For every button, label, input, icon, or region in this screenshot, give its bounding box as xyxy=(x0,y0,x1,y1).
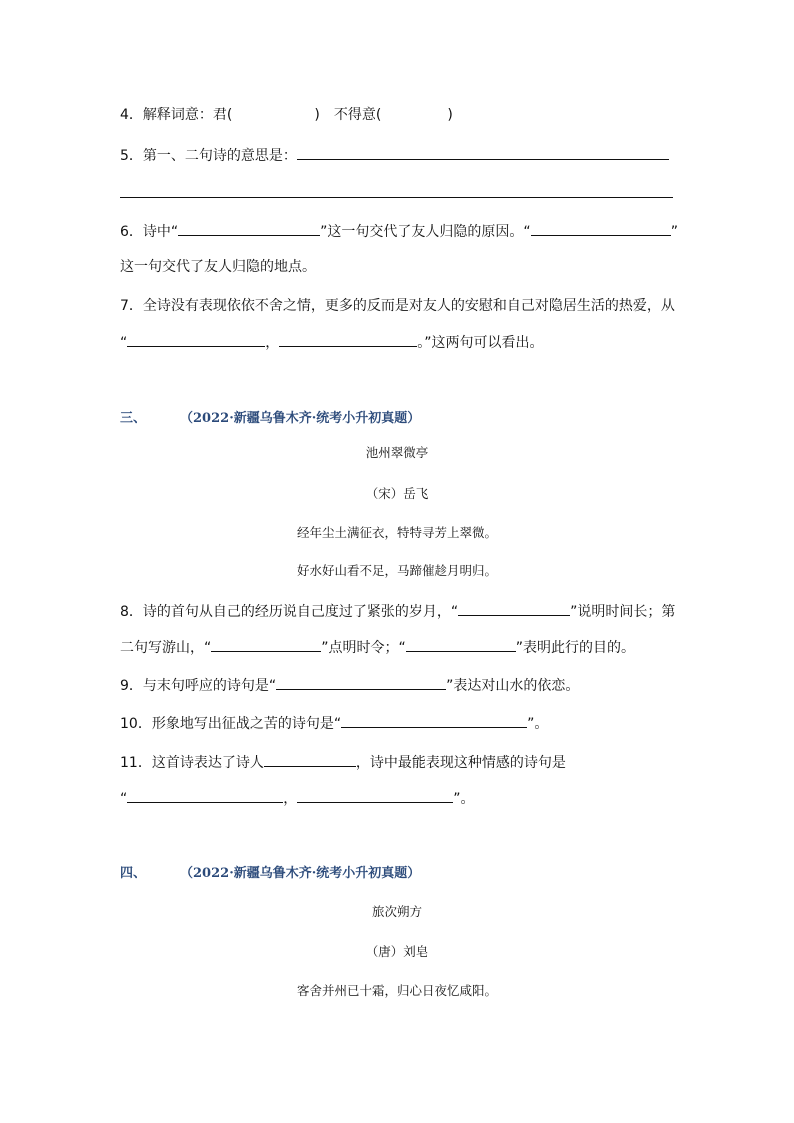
poem-4-author: （唐）刘皂 xyxy=(365,944,429,959)
question-11-line1 xyxy=(120,752,566,773)
poem-3-author: （宋）岳飞 xyxy=(365,486,429,501)
answer-blank-q11-1[interactable] xyxy=(127,788,283,803)
question-8-l1-suffix: ”说明时间长；第 xyxy=(570,604,676,620)
answer-blank-q7-2[interactable] xyxy=(279,332,417,347)
question-7-close: 。”这两句可以看出。 xyxy=(417,335,544,351)
question-8-l2-suffix: ”表明此行的目的。 xyxy=(515,640,636,656)
question-11-close: ”。 xyxy=(453,791,475,807)
section-4-source: （2022·新疆乌鲁木齐·统考小升初真题） xyxy=(180,866,421,881)
question-11-open: “ xyxy=(120,791,128,807)
answer-blank-q8-3[interactable] xyxy=(406,637,516,652)
answer-blank-q5-line1[interactable] xyxy=(297,145,669,160)
question-6-suffix: ” xyxy=(670,224,678,240)
question-4-suffix: ) xyxy=(447,107,453,123)
section-3-source: （2022·新疆乌鲁木齐·统考小升初真题） xyxy=(180,411,421,426)
answer-blank-q6-2[interactable] xyxy=(531,221,671,236)
answer-blank-q7-1[interactable] xyxy=(127,332,265,347)
poem-3-line1: 经年尘土满征衣，特特寻芳上翠微。 xyxy=(296,525,497,540)
answer-blank-q6-1[interactable] xyxy=(178,221,320,236)
question-10-prefix: 10．形象地写出征战之苦的诗句是“ xyxy=(120,716,342,732)
answer-blank-q8-1[interactable] xyxy=(458,601,570,616)
question-7-open: “ xyxy=(120,335,128,351)
question-4 xyxy=(120,105,453,125)
question-10 xyxy=(120,713,548,734)
poem-4-title: 旅次朔方 xyxy=(371,904,422,919)
question-11-comma: ， xyxy=(283,791,298,807)
question-7-comma: ， xyxy=(265,335,280,351)
question-9-prefix: 9．与末句呼应的诗句是“ xyxy=(120,678,277,694)
question-7-line2 xyxy=(120,332,544,353)
question-5-prefix: 5．第一、二句诗的意思是： xyxy=(120,148,297,164)
question-6-prefix: 6．诗中“ xyxy=(120,224,179,240)
question-9-suffix: ”表达对山水的依恋。 xyxy=(446,678,580,694)
section-4-number: 四、 xyxy=(120,866,147,881)
question-6 xyxy=(120,221,678,242)
question-10-suffix: ”。 xyxy=(527,716,549,732)
poem-3-title: 池州翠微亭 xyxy=(365,445,429,460)
answer-blank-q11-emotion[interactable] xyxy=(264,752,356,767)
question-8-l1-prefix: 8．诗的首句从自己的经历说自己度过了紧张的岁月，“ xyxy=(120,604,459,620)
answer-blank-q8-2[interactable] xyxy=(211,637,321,652)
question-8-l2-prefix: 二句写游山，“ xyxy=(120,640,212,656)
answer-blank-q10[interactable] xyxy=(341,713,527,728)
answer-blank-q11-2[interactable] xyxy=(297,788,453,803)
question-11-suffix: ，诗中最能表现这种情感的诗句是 xyxy=(355,755,566,771)
question-6-line2: 这一句交代了友人归隐的地点。 xyxy=(120,259,316,275)
poem-3-line2: 好水好山看不足，马蹄催趁月明归。 xyxy=(296,563,497,578)
question-11-line2 xyxy=(120,788,475,809)
section-3-heading xyxy=(120,409,420,429)
question-4-prefix: 4．解释词意：君( xyxy=(120,107,233,123)
question-5 xyxy=(120,145,669,166)
question-8-line1 xyxy=(120,601,675,622)
section-3-number: 三、 xyxy=(120,411,147,426)
question-4-mid: ) 不得意( xyxy=(314,107,382,123)
answer-blank-q5-line2[interactable] xyxy=(120,197,673,198)
question-6-mid: ”这一句交代了友人归隐的原因。“ xyxy=(320,224,531,240)
question-7-line1: 7．全诗没有表现依依不舍之情，更多的反而是对友人的安慰和自己对隐居生活的热爱，从 xyxy=(120,298,675,314)
question-8-l2-mid: ”点明时令；“ xyxy=(321,640,406,656)
question-8-line2 xyxy=(120,637,635,658)
question-11-prefix: 11．这首诗表达了诗人 xyxy=(120,755,264,771)
section-4-heading xyxy=(120,864,420,884)
answer-blank-q9[interactable] xyxy=(276,675,446,690)
question-9 xyxy=(120,675,579,696)
poem-4-line1: 客舍并州已十霜，归心日夜忆咸阳。 xyxy=(296,983,497,998)
